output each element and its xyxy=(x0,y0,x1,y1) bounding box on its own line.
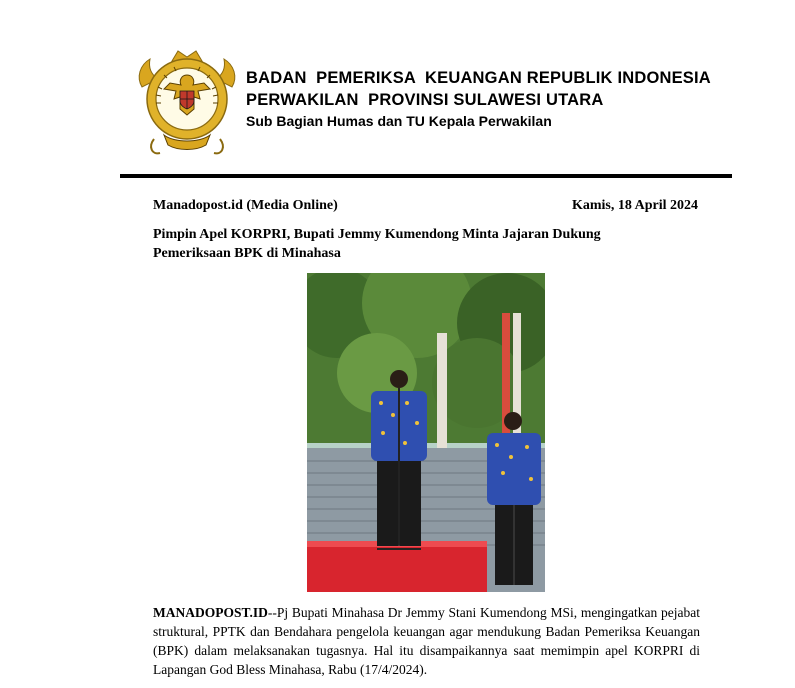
media-source: Manadopost.id (Media Online) xyxy=(153,198,338,213)
headline-line1: Pimpin Apel KORPRI, Bupati Jemmy Kumendong Minta Jajaran Dukung xyxy=(153,227,601,242)
article-headline xyxy=(153,225,653,263)
article-lead: MANADOPOST.ID xyxy=(153,605,268,620)
headline-line2: Pemeriksaan BPK di Minahasa xyxy=(153,246,341,261)
bpk-garuda-emblem-icon xyxy=(134,47,240,159)
header-divider xyxy=(120,174,732,178)
organization-unit: Sub Bagian Humas dan TU Kepala Perwakilan xyxy=(246,113,552,129)
organization-name-line2: PERWAKILAN PROVINSI SULAWESI UTARA xyxy=(246,91,604,109)
organization-name-line1: BADAN PEMERIKSA KEUANGAN REPUBLIK INDONESIA xyxy=(246,69,711,87)
article-paragraph: --Pj Bupati Minahasa Dr Jemmy Stani Kumendong MSi, mengingatkan pejabat struktural, PPTK dan Bendahara pengelola keuangan agar mendukung Badan Pemeriksa Keuangan (BPK) dalam melaksanakan tugasnya. Hal itu disampaikannya saat memimpin apel KORPRI di Lapangan God Bless Minahasa, Rabu (17/4/2024). xyxy=(153,605,700,677)
article-body xyxy=(153,603,700,679)
article-photo xyxy=(307,273,545,592)
organization-header xyxy=(246,67,711,130)
publication-date: Kamis, 18 April 2024 xyxy=(571,198,698,213)
